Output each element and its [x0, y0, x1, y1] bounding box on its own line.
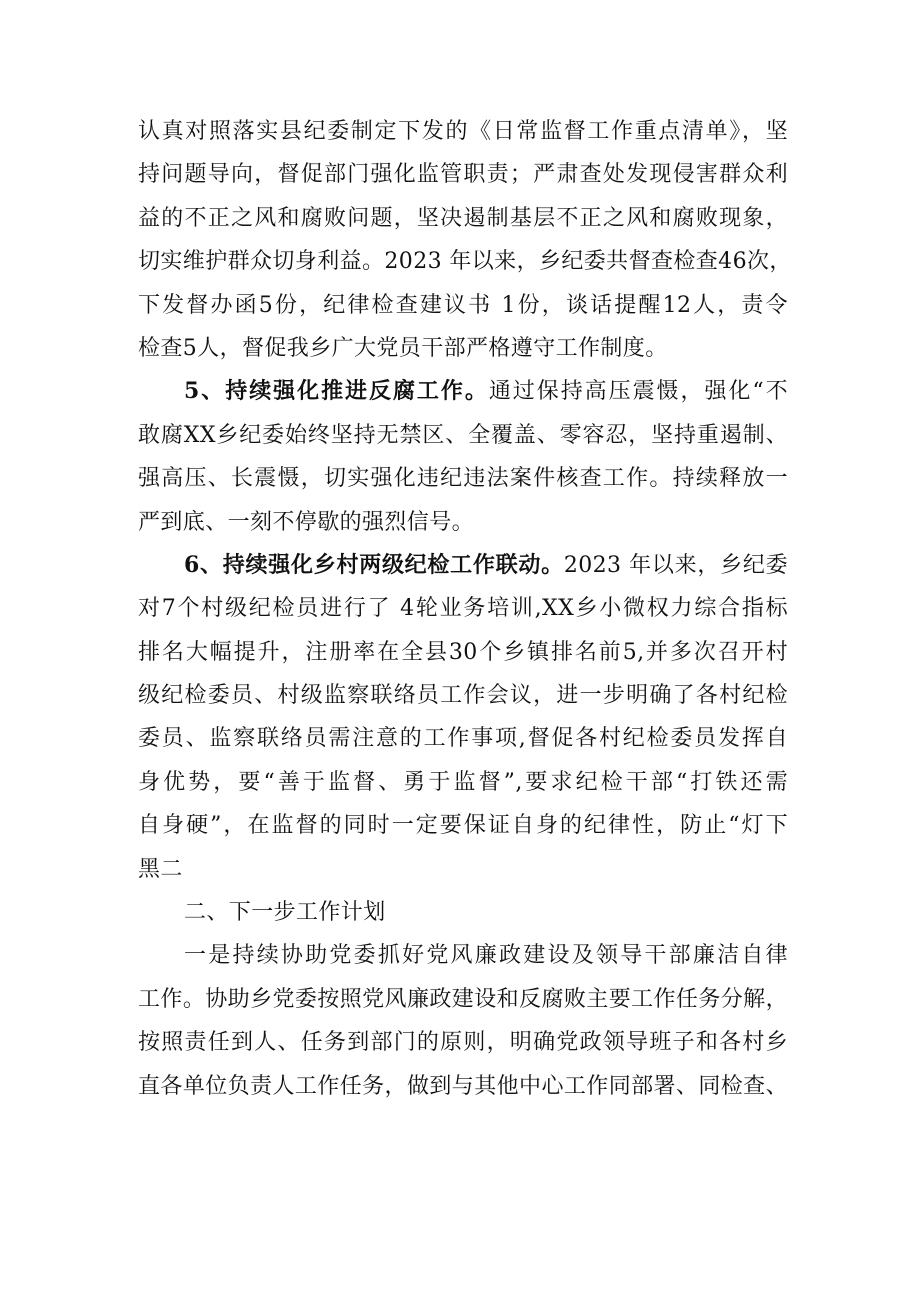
text-line: 强高压、长震慑，切实强化违纪违法案件核查工作。持续释放一: [138, 466, 788, 492]
text-line: [138, 370, 788, 413]
text-line: 切实维护群众切身利益。2023 年以来，乡纪委共督查检查46次，: [138, 249, 792, 275]
bold-lead: 6、持续强化乡村两级纪检工作联动。: [184, 551, 564, 578]
paragraph-linkage: [138, 544, 788, 891]
text-line: 严到底、一刻不停歇的强烈信号。: [138, 509, 475, 535]
text-line: 工作。协助乡党委按照党风廉政建设和反腐败主要工作任务分解，: [138, 986, 788, 1012]
line-rest: 通过保持高压震慑，强化“不: [488, 379, 788, 405]
text-line: 检查5人，督促我乡广大党员干部严格遵守工作制度。: [138, 335, 668, 361]
text-line: 认真对照落实县纪委制定下发的《日常监督工作重点清单》，坚: [138, 119, 788, 144]
text-line: 级纪检委员、村级监察联络员工作会议，进一步明确了各村纪检: [138, 683, 788, 709]
text-line: 身优势，要“善于监督、勇于监督”,要求纪检干部“打铁还需: [138, 769, 788, 795]
text-line: 按照责任到人、任务到部门的原则，明确党政领导班子和各村乡: [138, 1030, 788, 1056]
text-line: 直各单位负责人工作任务，做到与其他中心工作同部署、同检查、: [138, 1073, 788, 1099]
text-line: 益的不正之风和腐败问题，坚决遏制基层不正之风和腐败现象，: [138, 205, 788, 231]
text-line: 一是持续协助党委抓好党风廉政建设及领导干部廉洁自律: [184, 943, 788, 969]
text-line: 委员、监察联络员需注意的工作事项,督促各村纪检委员发挥自: [138, 726, 788, 752]
bold-lead: 5、持续强化推进反腐工作。: [184, 378, 489, 405]
text-line: [138, 544, 788, 587]
paragraph-next-plan: [138, 934, 788, 1108]
line-rest: 2023 年以来，乡纪委: [563, 552, 788, 578]
paragraph-anti-corruption: [138, 370, 788, 544]
text-line: 排名大幅提升，注册率在全县30个乡镇排名前5,并多次召开村: [138, 639, 788, 665]
text-line: 黑二: [138, 856, 183, 882]
document-page: [138, 110, 792, 1108]
text-line: 自身硬”，在监督的同时一定要保证自身的纪律性，防止“灯下: [138, 813, 788, 839]
paragraph-supervision: [138, 110, 792, 370]
text-line: 持问题导向，督促部门强化监管职责；严肃查处发现侵害群众利: [138, 162, 788, 188]
text-line: 对7个村级纪检员进行了 4轮业务培训,XX乡小微权力综合指标: [138, 596, 788, 622]
text-line: 下发督办函5份，纪律检查建议书 1份，谈话提醒12人，责令: [138, 292, 788, 318]
section-heading: 二、下一步工作计划: [184, 900, 386, 926]
text-line: 敢腐XX乡纪委始终坚持无禁区、全覆盖、零容忍，坚持重遏制、: [138, 422, 788, 448]
